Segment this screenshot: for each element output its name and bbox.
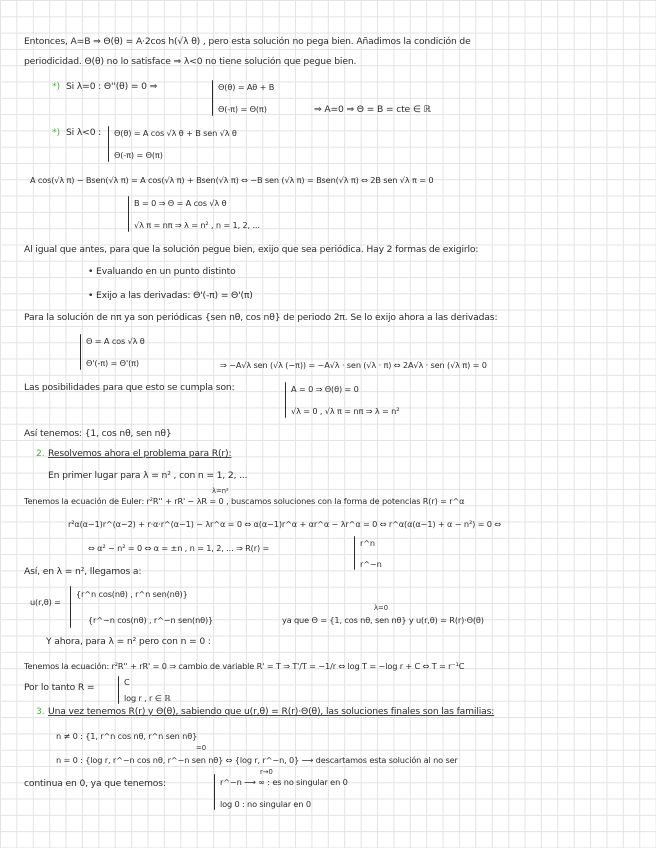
line-23b: log r , r ∈ ℝ bbox=[124, 693, 171, 703]
line-19: Así, en λ = n², llegamos a: bbox=[24, 566, 142, 577]
line-13: Así tenemos: {1, cos nθ, sen nθ} bbox=[24, 428, 172, 439]
line-9: • Exijo a las derivadas: Θ'(-π) = Θ'(π) bbox=[88, 290, 253, 301]
line-27: continua en 0, ya que tenemos: bbox=[24, 778, 166, 789]
annotation: =0 bbox=[196, 744, 207, 752]
annotation: λ=n² bbox=[212, 487, 229, 495]
line-18a: r^n bbox=[360, 538, 375, 548]
line-17: r²α(α−1)r^(α−2) + r·α·r^(α−1) − λr^α = 0 ⇔ α(α−1)r^α + αr^α − λr^α = 0 ⇔ r^α(α(α−1) + α − n²) = 0 ⇔ bbox=[68, 519, 501, 529]
item-marker: *) bbox=[52, 127, 60, 138]
line-3a: Θ(θ) = Aθ + B bbox=[218, 82, 275, 92]
brace bbox=[214, 774, 215, 810]
annotation: r→0 bbox=[260, 768, 273, 776]
line-3c: ⇒ A=0 ⇒ Θ = B = cte ∈ ℝ bbox=[314, 104, 431, 115]
line-12b: √λ = 0 , √λ π = nπ ⇒ λ = n² bbox=[291, 406, 400, 416]
line-4a: Θ(θ) = A cos √λ θ + B sen √λ θ bbox=[114, 128, 237, 138]
line-20b: {r^−n cos(nθ) , r^−n sen(nθ)} bbox=[88, 615, 214, 625]
brace bbox=[354, 536, 355, 570]
brace bbox=[70, 586, 71, 628]
brace bbox=[285, 382, 286, 418]
brace bbox=[108, 126, 109, 162]
section-heading: Una vez tenemos R(r) y Θ(θ), sabiendo que u(r,θ) = R(r)·Θ(θ), las soluciones finales son las familias: bbox=[48, 706, 495, 717]
line-23a: C bbox=[124, 677, 130, 687]
annotation: λ=0 bbox=[374, 604, 389, 612]
line-2: periodicidad. Θ(θ) no lo satisface ⇒ λ<0 no tiene solución que pegue bien. bbox=[24, 56, 357, 67]
line-5: A cos(√λ π) − Bsen(√λ π) = A cos(√λ π) + Bsen(√λ π) ⇔ −B sen (√λ π) = Bsen(√λ π) ⇔ 2B sen √λ π = 0 bbox=[30, 175, 434, 185]
line-12: Las posibilidades para que esto se cumpla son: bbox=[24, 382, 235, 393]
line-12a: A = 0 ⇒ Θ(θ) = 0 bbox=[291, 384, 359, 394]
line-20c: ya que Θ = {1, cos nθ, sen nθ} y u(r,θ) = R(r)·Θ(θ) bbox=[282, 615, 484, 625]
line-4b: Θ(-π) = Θ(π) bbox=[114, 150, 163, 160]
line-8: • Evaluando en un punto distinto bbox=[88, 266, 236, 277]
line-27b: log 0 : no singular en 0 bbox=[220, 799, 311, 809]
brace bbox=[128, 196, 129, 232]
item-marker: *) bbox=[52, 81, 60, 92]
brace bbox=[118, 676, 119, 704]
line-3: Si λ=0 : Θ''(θ) = 0 ⇒ bbox=[66, 81, 158, 92]
line-6a: B = 0 ⇒ Θ = A cos √λ θ bbox=[134, 198, 227, 208]
line-20a: {r^n cos(nθ) , r^n sen(nθ)} bbox=[76, 589, 188, 599]
section-heading: Resolvemos ahora el problema para R(r): bbox=[48, 448, 232, 459]
line-21: Y ahora, para λ = n² pero con n = 0 : bbox=[46, 636, 211, 647]
line-3b: Θ(-π) = Θ(π) bbox=[218, 104, 267, 114]
line-22: Tenemos la ecuación: r²R'' + rR' = 0 ⇒ cambio de variable R' = T ⇒ T'/T = −1/r ⇔ log T = −log r + C ⇔ T = r⁻¹C bbox=[24, 661, 465, 671]
line-11c: ⇒ −A√λ sen (√λ (−π)) = −A√λ · sen (√λ · π) ⇔ 2A√λ · sen (√λ π) = 0 bbox=[220, 360, 487, 370]
line-11b: Θ'(-π) = Θ'(π) bbox=[86, 358, 139, 368]
brace bbox=[212, 80, 213, 116]
brace bbox=[80, 334, 81, 370]
line-23: Por lo tanto R = bbox=[24, 682, 95, 693]
line-7: Al igual que antes, para que la solución pegue bien, exijo que sea periódica. Hay 2 formas de exigirlo: bbox=[24, 244, 479, 255]
line-4: Si λ<0 : bbox=[66, 127, 102, 138]
line-11a: Θ = A cos √λ θ bbox=[86, 336, 145, 346]
line-25: n ≠ 0 : {1, r^n cos nθ, r^n sen nθ} bbox=[56, 731, 198, 741]
line-6b: √λ π = nπ ⇒ λ = n² , n = 1, 2, ... bbox=[134, 220, 260, 230]
section-number: 2. bbox=[36, 448, 45, 459]
line-26: n = 0 : {log r, r^−n cos nθ, r^−n sen nθ} ⇔ {log r, r^−n, 0} ⟶ descartamos esta solución al no ser bbox=[56, 755, 458, 765]
line-18b: r^−n bbox=[360, 559, 382, 569]
line-18: ⇔ α² − n² = 0 ⇔ α = ±n , n = 1, 2, ... ⇒ R(r) = bbox=[88, 543, 270, 553]
line-27a: r^−n ⟶ ∞ : es no singular en 0 bbox=[220, 777, 348, 787]
line-10: Para la solución de nπ ya son periódicas {sen nθ, cos nθ} de periodo 2π. Se lo exijo ahora a las derivadas: bbox=[24, 312, 498, 323]
line-16: Tenemos la ecuación de Euler: r²R'' + rR' − λR = 0 , buscamos soluciones con la forma de potencias R(r) = r^α bbox=[24, 496, 465, 506]
line-15: En primer lugar para λ = n² , con n = 1, 2, ... bbox=[48, 470, 248, 481]
line-1: Entonces, A=B ⇒ Θ(θ) = A·2cos h(√λ θ) , pero esta solución no pega bien. Añadimos la condición de bbox=[24, 36, 471, 47]
section-number: 3. bbox=[36, 706, 45, 717]
line-20: u(r,θ) = bbox=[30, 597, 61, 607]
